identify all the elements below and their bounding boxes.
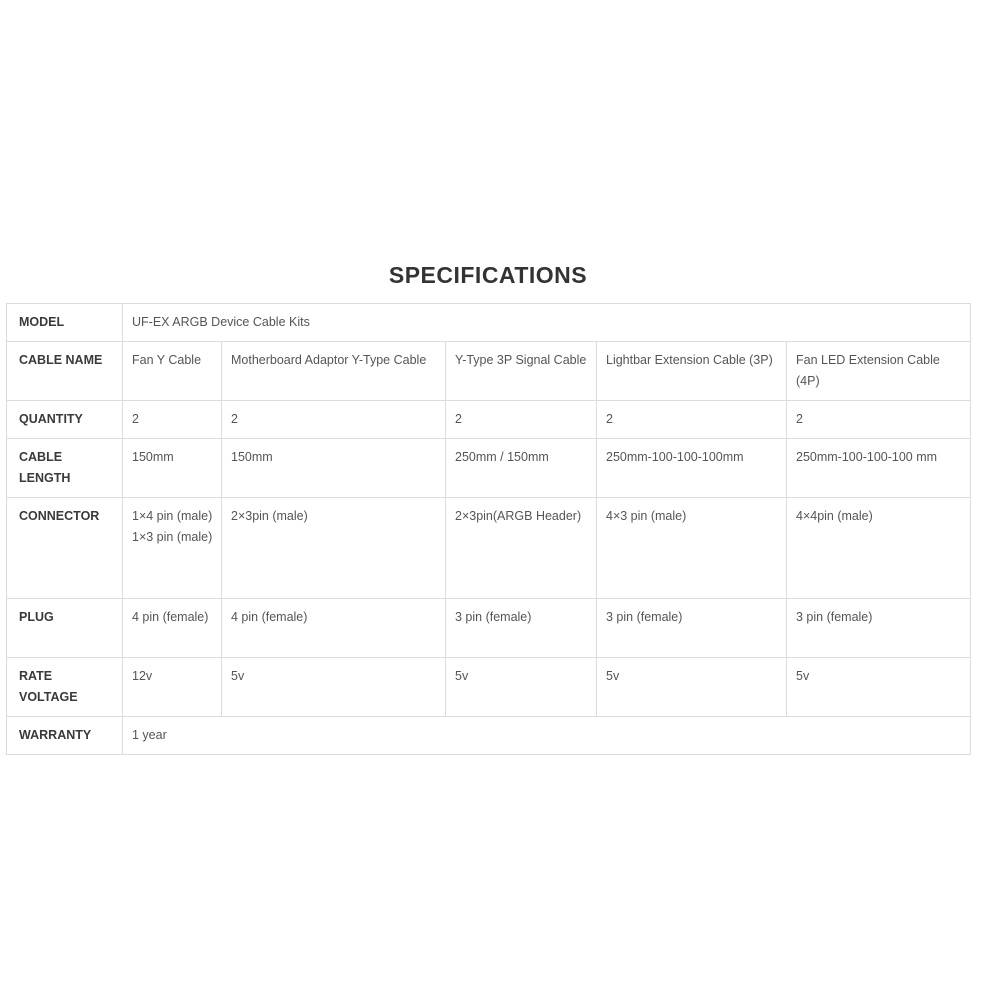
connector-cell: 4×3 pin (male) bbox=[597, 498, 787, 599]
row-label-connector: CONNECTOR bbox=[7, 498, 123, 599]
connector-line: 1×4 pin (male) bbox=[132, 509, 213, 523]
cable-name-cell: Y-Type 3P Signal Cable bbox=[446, 342, 597, 401]
table-row-cable-length bbox=[7, 439, 971, 498]
rate-voltage-cell: 5v bbox=[222, 658, 446, 717]
row-label-warranty: WARRANTY bbox=[7, 717, 123, 755]
table-row-plug bbox=[7, 599, 971, 658]
cable-name-cell: Lightbar Extension Cable (3P) bbox=[597, 342, 787, 401]
row-label-quantity: QUANTITY bbox=[7, 401, 123, 439]
row-label-cable-name: CABLE NAME bbox=[7, 342, 123, 401]
rate-voltage-cell: 5v bbox=[787, 658, 971, 717]
table-row-rate-voltage bbox=[7, 658, 971, 717]
quantity-cell: 2 bbox=[222, 401, 446, 439]
plug-cell: 3 pin (female) bbox=[787, 599, 971, 658]
table-row-quantity bbox=[7, 401, 971, 439]
cable-length-cell: 150mm bbox=[222, 439, 446, 498]
row-label-rate-voltage: RATE VOLTAGE bbox=[7, 658, 123, 717]
cable-name-cell: Fan LED Extension Cable (4P) bbox=[787, 342, 971, 401]
rate-voltage-cell: 12v bbox=[123, 658, 222, 717]
table-row-model bbox=[7, 304, 971, 342]
cable-name-cell: Fan Y Cable bbox=[123, 342, 222, 401]
cable-length-cell: 150mm bbox=[123, 439, 222, 498]
connector-cell bbox=[123, 498, 222, 599]
connector-line: 1×3 pin (male) bbox=[132, 530, 213, 544]
rate-voltage-cell: 5v bbox=[597, 658, 787, 717]
quantity-cell: 2 bbox=[446, 401, 597, 439]
row-label-model: MODEL bbox=[7, 304, 123, 342]
model-value: UF-EX ARGB Device Cable Kits bbox=[123, 304, 971, 342]
connector-cell: 2×3pin (male) bbox=[222, 498, 446, 599]
row-label-plug: PLUG bbox=[7, 599, 123, 658]
quantity-cell: 2 bbox=[597, 401, 787, 439]
table-row-warranty bbox=[7, 717, 971, 755]
quantity-cell: 2 bbox=[123, 401, 222, 439]
page-title: SPECIFICATIONS bbox=[388, 262, 588, 288]
row-label-cable-length: CABLE LENGTH bbox=[7, 439, 123, 498]
table-row-cable-name bbox=[7, 342, 971, 401]
cable-length-cell: 250mm / 150mm bbox=[446, 439, 597, 498]
rate-voltage-cell: 5v bbox=[446, 658, 597, 717]
plug-cell: 3 pin (female) bbox=[446, 599, 597, 658]
table-row-connector bbox=[7, 498, 971, 599]
cable-length-cell: 250mm-100-100-100 mm bbox=[787, 439, 971, 498]
connector-cell: 2×3pin(ARGB Header) bbox=[446, 498, 597, 599]
plug-cell: 4 pin (female) bbox=[222, 599, 446, 658]
plug-cell: 4 pin (female) bbox=[123, 599, 222, 658]
plug-cell: 3 pin (female) bbox=[597, 599, 787, 658]
warranty-value: 1 year bbox=[123, 717, 971, 755]
cable-length-cell: 250mm-100-100-100mm bbox=[597, 439, 787, 498]
specifications-table bbox=[6, 303, 971, 755]
connector-cell: 4×4pin (male) bbox=[787, 498, 971, 599]
cable-name-cell: Motherboard Adaptor Y-Type Cable bbox=[222, 342, 446, 401]
quantity-cell: 2 bbox=[787, 401, 971, 439]
